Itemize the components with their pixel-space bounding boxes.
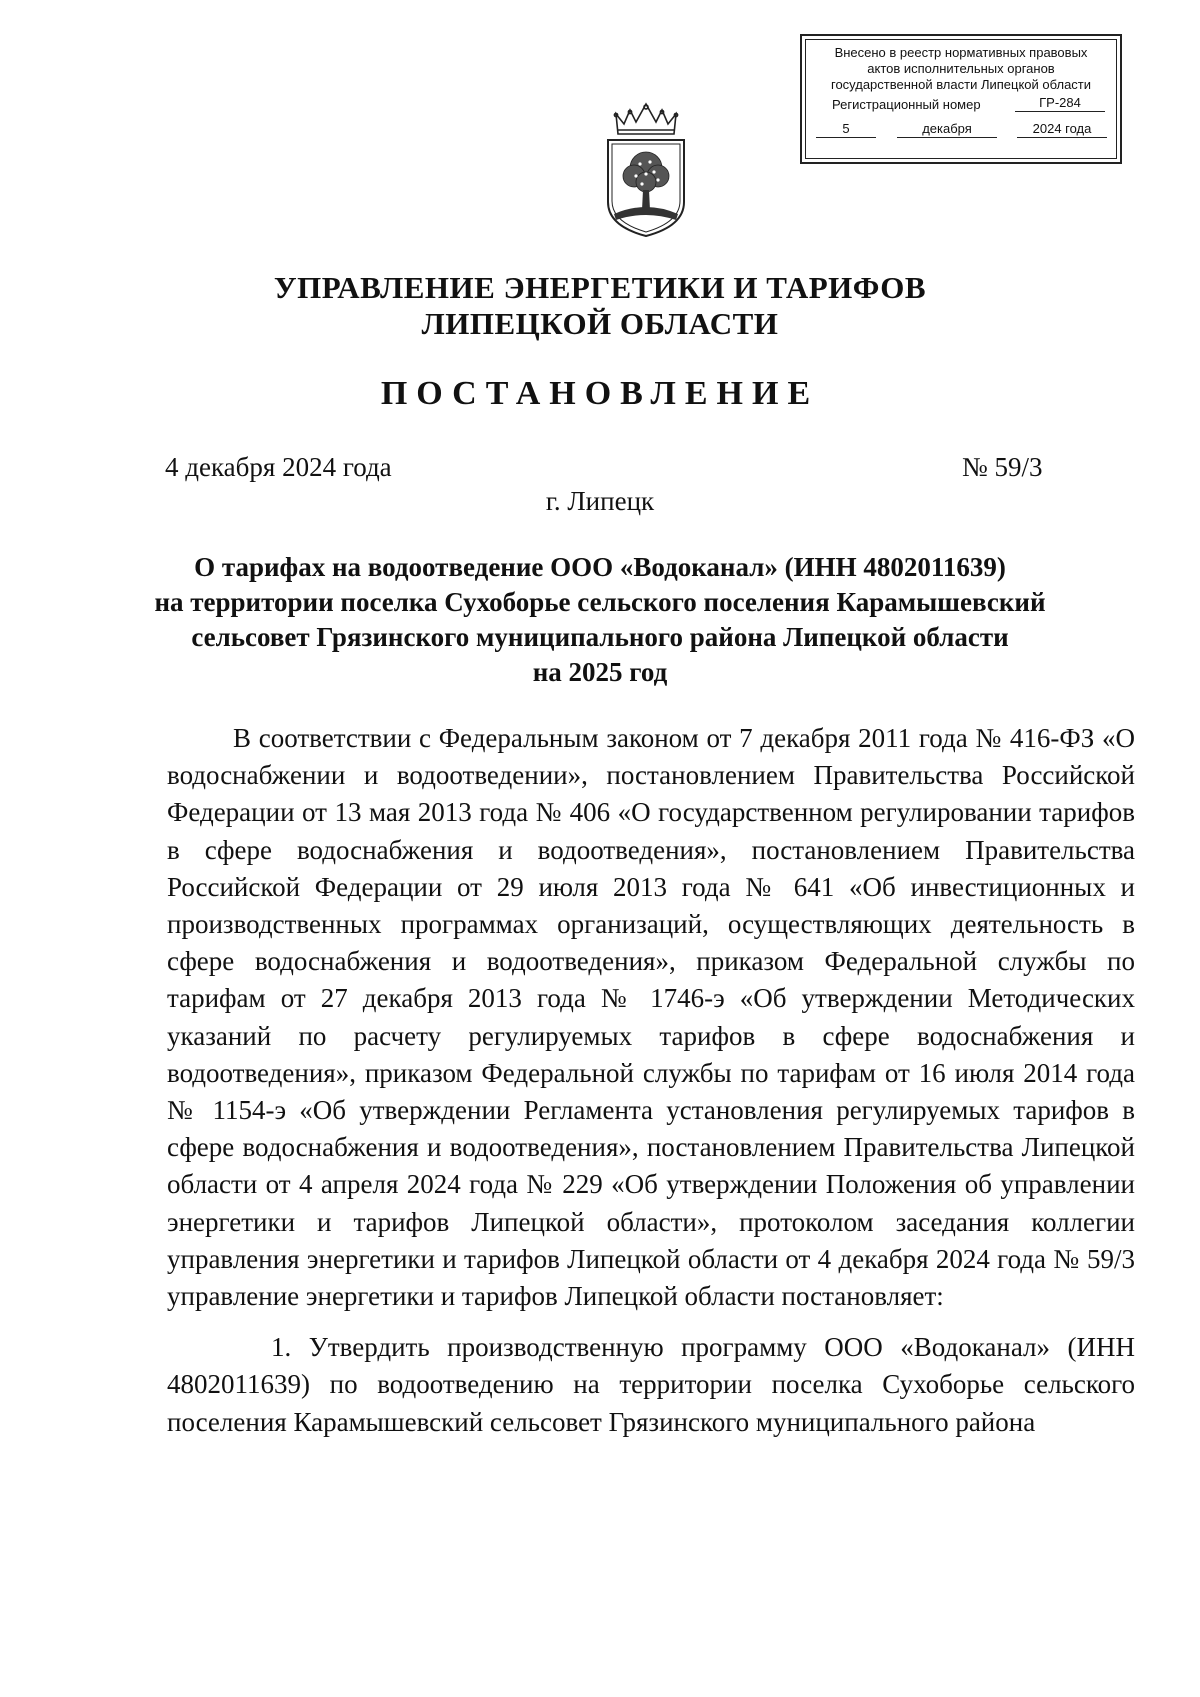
document-type: ПОСТАНОВЛЕНИЕ [380,375,820,412]
stamp-month: декабря [897,121,997,138]
lipetsk-coat-of-arms-icon [600,102,692,240]
stamp-year: 2024 года [1017,121,1107,138]
document-title-line-4: на 2025 год [532,657,668,687]
body-paragraph-preamble: В соответствии с Федеральным законом от 7 декабря 2011 года № 416-ФЗ «О водоснабжении и водоотведении», постановлением Правительства Российской Федерации от 13 мая 2013 года № 406 «О государственном регулировании тарифов в сфере водоснабжения и водоотведения», постановлением Правительства Российской Федерации от 29 июля 2013 года № 641 «Об инвестиционных и производственных программах организаций, осуществляющих деятельность в сфере водоснабжения и водоотведения», приказом Федеральной службы по тарифам от 27 декабря 2013 года № 1746-э «Об утверждении Методических указаний по расчету регулируемых тарифов в сфере водоснабжения и водоотведения», приказом Федеральной службы по тарифам от 16 июля 2014 года № 1154-э «Об утверждении Регламента установления регулируемых тарифов в сфере водоснабжения и водоотведения», постановлением Правительства Липецкой области от 4 апреля 2024 года № 229 «Об утверждении Положения об управлении энергетики и тарифов Липецкой области», протоколом заседания коллегии управления энергетики и тарифов Липецкой области от 4 декабря 2024 года № 59/3 управление энергетики и тарифов Липецкой области постановляет: [167,723,1135,1312]
document-title-line-1: О тарифах на водоотведение ООО «Водоканал» (ИНН 4802011639) [194,552,1006,582]
stamp-day: 5 [816,121,876,138]
stamp-registration-row [802,95,1120,115]
document-body [167,720,1135,1441]
stamp-date-row [802,119,1120,141]
registry-stamp [800,34,1122,164]
stamp-line-1: Внесено в реестр нормативных правовых [834,45,1088,60]
organization-name-line-2: ЛИПЕЦКОЙ ОБЛАСТИ [421,306,779,341]
document-title-line-2: на территории поселка Сухоборье сельского поселения Карамышевский [154,587,1046,617]
document-title [150,550,1050,690]
stamp-registration-label: Регистрационный номер [832,97,981,112]
stamp-line-2: актов исполнительных органов [867,61,1055,76]
document-title-line-3: сельсовет Грязинского муниципального района Липецкой области [191,622,1009,652]
stamp-line-3: государственной власти Липецкой области [830,77,1092,92]
stamp-registration-number: ГР-284 [1015,95,1105,112]
document-number: № 59/3 [962,452,1043,482]
organization-name-line-1: УПРАВЛЕНИЕ ЭНЕРГЕТИКИ И ТАРИФОВ [273,270,927,305]
document-date: 4 декабря 2024 года [165,452,392,482]
document-city: г. Липецк [545,486,655,516]
body-paragraph-item-1: 1. Утвердить производственную программу ООО «Водоканал» (ИНН 4802011639) по водоотведению на территории поселка Сухоборье сельского поселения Карамышевский сельсовет Грязинского муниципального района [167,1332,1135,1437]
